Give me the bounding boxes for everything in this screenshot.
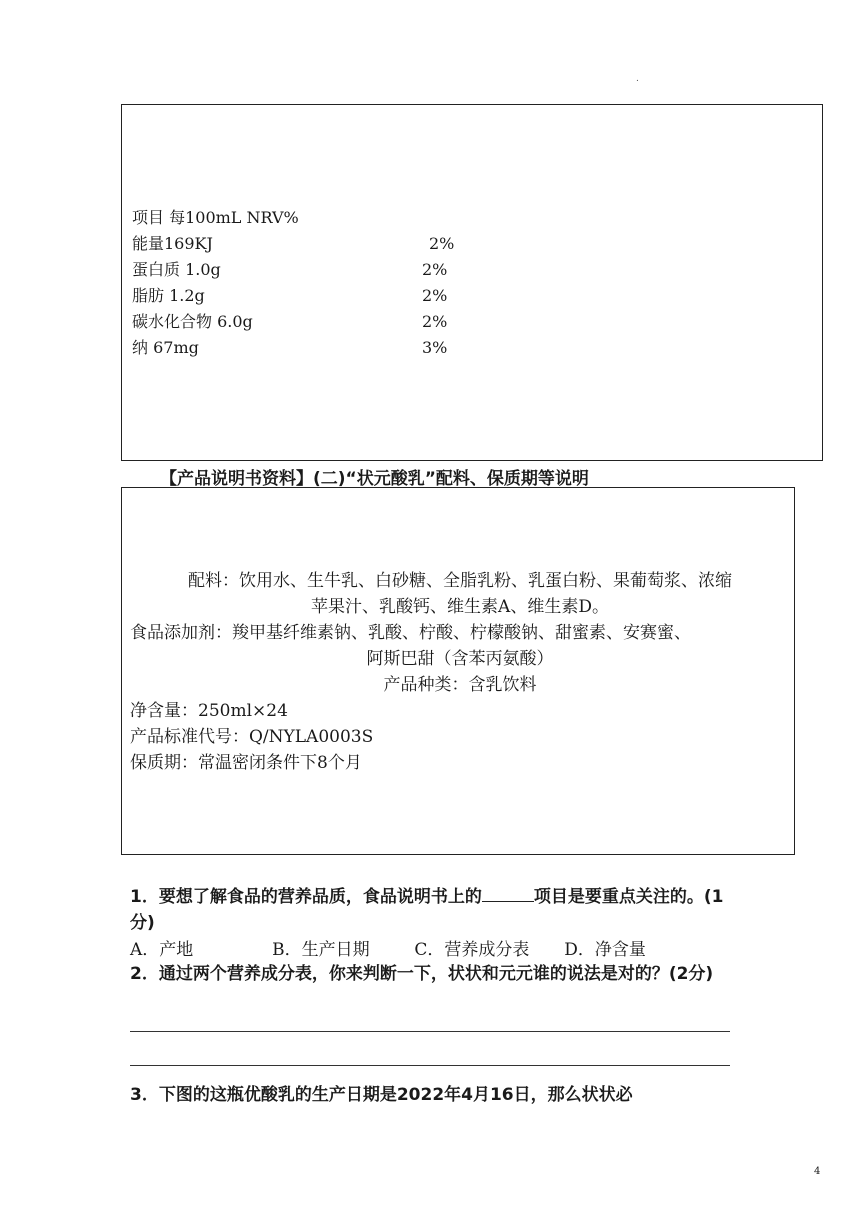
nutrition-facts-box: [121, 104, 823, 461]
page-dot: .: [636, 74, 639, 84]
page-number: 4: [814, 1166, 821, 1177]
nutrition-header: 项目 每100mL NRV%: [132, 208, 299, 227]
nutrition-row: [132, 337, 812, 359]
product-category: 产品种类：含乳饮料: [383, 675, 537, 695]
ingredients-line: 苹果汁、乳酸钙、维生素A、维生素D。: [311, 597, 609, 617]
question-1-text-b: 项目是要重点关注的。(1分): [130, 887, 724, 933]
answer-line[interactable]: [130, 1031, 730, 1032]
shelf-life: 保质期：常温密闭条件下8个月: [130, 753, 362, 773]
question-3: 3．下图的这瓶优酸乳的生产日期是2022年4月16日，那么状状必: [130, 1085, 633, 1105]
nutrition-item: 纳 67mg: [132, 338, 199, 357]
answer-line[interactable]: [130, 1065, 730, 1066]
nutrition-item: 蛋白质 1.0g: [132, 260, 221, 279]
nutrition-nrv: 2%: [422, 312, 448, 331]
nutrition-item: 脂肪 1.2g: [132, 286, 205, 305]
nutrition-item: 碳水化合物 6.0g: [132, 312, 253, 331]
question-2: 2．通过两个营养成分表，你来判断一下，状状和元元谁的说法是对的？(2分): [130, 964, 714, 984]
additives-line: 食品添加剂：羧甲基纤维素钠、乳酸、柠酸、柠檬酸钠、甜蜜素、安赛蜜、: [130, 623, 691, 643]
nutrition-row: [132, 259, 812, 281]
nutrition-item: 能量169KJ: [132, 234, 213, 253]
additives-line: 阿斯巴甜（含苯丙氨酸）: [366, 649, 554, 669]
nutrition-nrv: 2%: [429, 234, 455, 253]
nutrition-row: [132, 311, 812, 333]
nutrition-nrv: 3%: [422, 338, 448, 357]
section-heading: 【产品说明书资料】(二)“状元酸乳”配料、保质期等说明: [160, 469, 589, 489]
ingredients-box: [121, 487, 795, 855]
ingredients-line: 配料：饮用水、生牛乳、白砂糖、全脂乳粉、乳蛋白粉、果葡萄浆、浓缩: [188, 571, 732, 591]
net-content: 净含量：250ml×24: [130, 701, 288, 721]
nutrition-row: [132, 233, 812, 255]
question-1-text-a: 1．要想了解食品的营养品质，食品说明书上的: [130, 887, 482, 907]
option-c[interactable]: C．营养成分表: [414, 940, 530, 960]
answer-blank[interactable]: [482, 883, 534, 902]
option-a[interactable]: A．产地: [130, 940, 194, 960]
nutrition-nrv: 2%: [422, 286, 448, 305]
nutrition-nrv: 2%: [422, 260, 448, 279]
question-1-options: [130, 935, 646, 960]
question-1: [130, 883, 740, 936]
standard-code: 产品标准代号：Q/NYLA0003S: [130, 727, 374, 747]
nutrition-row: [132, 285, 812, 307]
option-d[interactable]: D．净含量: [564, 940, 646, 960]
option-b[interactable]: B．生产日期: [272, 940, 370, 960]
